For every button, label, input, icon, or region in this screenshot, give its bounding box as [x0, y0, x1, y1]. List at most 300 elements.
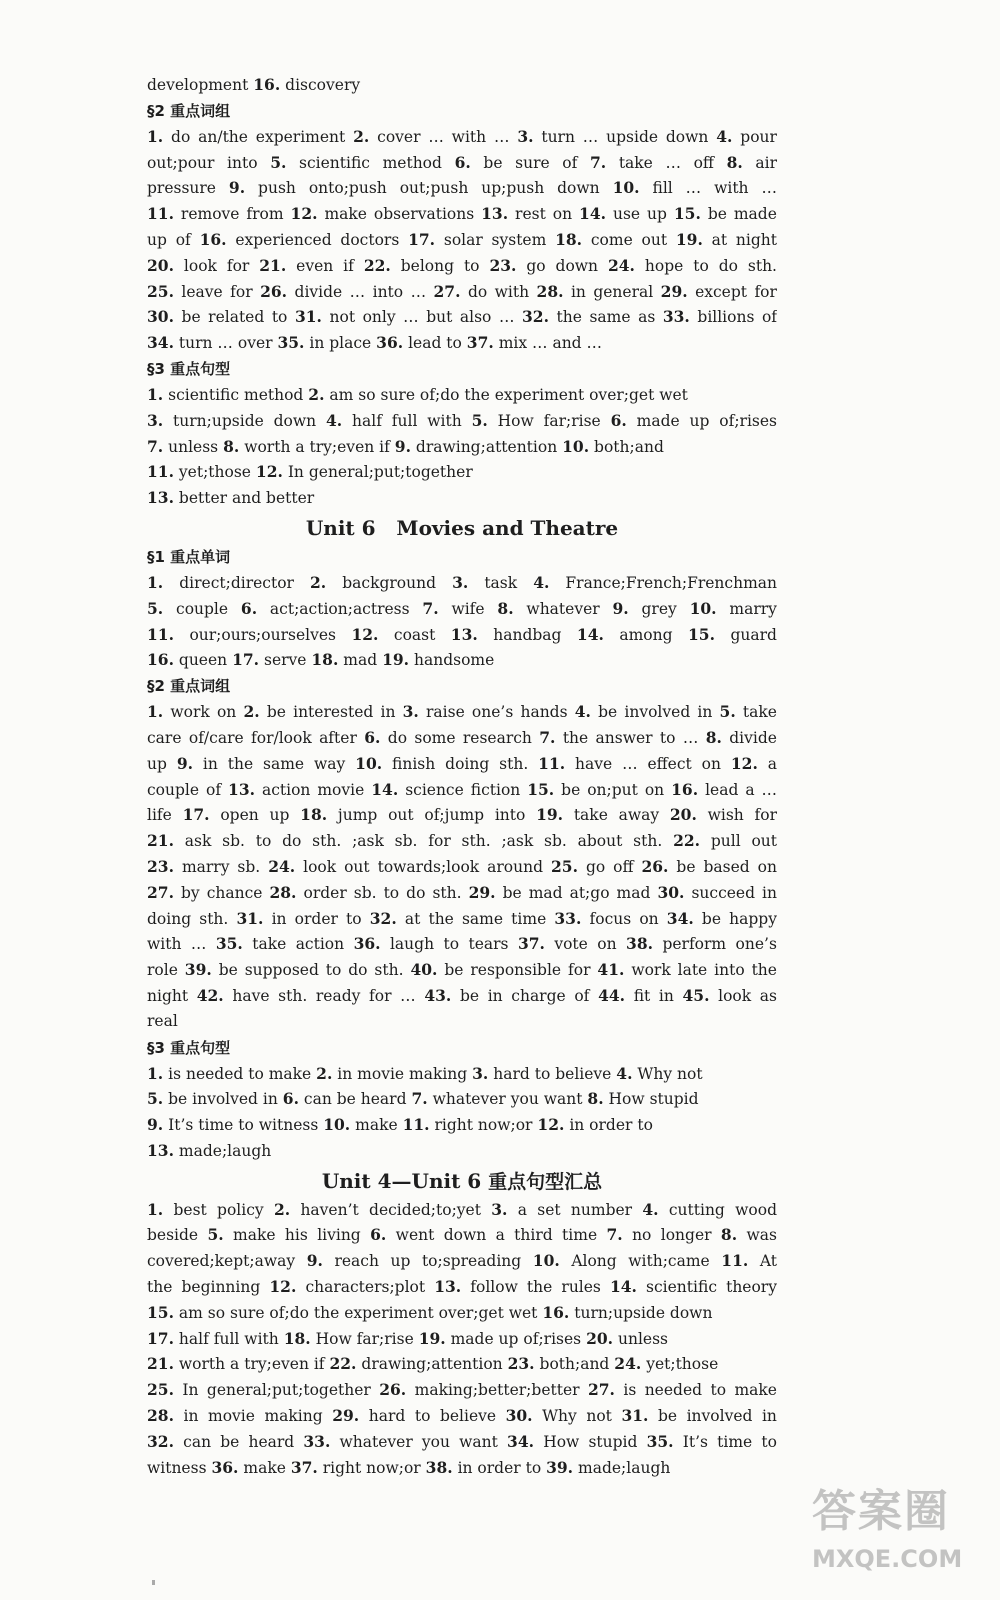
item-number: 6.: [282, 1089, 299, 1109]
item-number: 9.: [228, 178, 246, 198]
item-number: 38.: [425, 1457, 453, 1477]
section-heading: §2 重点词组: [147, 677, 231, 696]
item-number: 1.: [147, 126, 164, 146]
item-answer: role: [147, 961, 178, 980]
item-answer: cover … with …: [377, 127, 510, 146]
answer-line: [147, 751, 777, 777]
item-answer: handsome: [414, 651, 495, 670]
item-answer: air: [755, 153, 777, 172]
item-answer: experienced doctors: [235, 230, 400, 249]
item-number: 25.: [147, 281, 174, 301]
item-number: 19.: [418, 1328, 446, 1348]
item-answer: hope to do sth.: [644, 256, 777, 275]
answer-line: [147, 304, 777, 330]
item-number: 10.: [323, 1115, 351, 1135]
item-number: 24.: [614, 1354, 642, 1374]
answer-line: [147, 647, 777, 673]
answer-line: [147, 622, 777, 648]
item-answer: up of: [147, 230, 191, 249]
item-number: 12.: [290, 204, 318, 224]
item-number: 31.: [236, 908, 264, 928]
item-number: 30.: [657, 882, 685, 902]
item-answer: work on: [170, 703, 237, 722]
item-answer: push onto;push out;push up;push down: [258, 179, 600, 198]
item-number: 4.: [533, 572, 550, 592]
item-answer: look out towards;look around: [303, 857, 544, 876]
item-answer: not only … but also …: [329, 308, 515, 327]
item-answer: rest on: [515, 205, 573, 224]
item-number: 15.: [688, 624, 715, 644]
item-number: 18.: [300, 805, 328, 825]
item-number: 4.: [642, 1199, 659, 1219]
item-answer: night: [147, 986, 189, 1005]
item-answer: make observations: [324, 205, 475, 224]
item-answer: drawing;attention: [361, 1355, 503, 1374]
item-answer: whatever you want: [432, 1090, 583, 1109]
item-number: 14.: [576, 624, 604, 644]
item-answer: look as: [718, 986, 777, 1005]
item-number: 5.: [147, 598, 164, 618]
item-number: 2.: [243, 702, 260, 722]
item-answer: perform one’s: [662, 935, 777, 954]
item-number: 32.: [369, 908, 397, 928]
item-answer: billions of: [697, 308, 777, 327]
item-number: 42.: [196, 985, 224, 1005]
answer-line: [147, 227, 777, 253]
item-number: 12.: [255, 462, 283, 482]
item-number: 14.: [579, 204, 607, 224]
item-answer: yet;those: [646, 1355, 719, 1374]
item-answer: do some research: [387, 728, 532, 747]
item-answer: be related to: [181, 308, 288, 327]
item-answer: use up: [612, 205, 667, 224]
item-number: 44.: [598, 985, 626, 1005]
item-answer: turn;upside down: [173, 411, 317, 430]
item-number: 27.: [587, 1380, 615, 1400]
item-number: 34.: [507, 1431, 535, 1451]
item-answer: raise one’s hands: [426, 703, 568, 722]
item-answer: in order to: [271, 909, 362, 928]
section-heading: §3 重点句型: [147, 359, 231, 378]
item-answer: lead a …: [705, 780, 777, 799]
item-number: 11.: [538, 753, 566, 773]
item-number: 1.: [147, 1199, 164, 1219]
item-answer: no longer: [632, 1226, 712, 1245]
item-number: 18.: [555, 229, 583, 249]
item-answer: do with: [467, 282, 530, 301]
item-answer: made;laugh: [178, 1141, 272, 1160]
item-answer: at the same time: [404, 909, 547, 928]
item-number: 36.: [211, 1457, 239, 1477]
item-answer: reach up to;spreading: [334, 1252, 522, 1271]
item-answer: a set number: [517, 1200, 633, 1219]
item-answer: the same as: [556, 308, 656, 327]
answer-line: [147, 596, 777, 622]
item-answer: couple: [176, 599, 229, 618]
item-number: 13.: [450, 624, 478, 644]
answer-line: [147, 459, 777, 485]
unit-title: Unit 4—Unit 6: [321, 1168, 489, 1193]
answer-line: [147, 175, 777, 201]
item-answer: take: [742, 703, 777, 722]
item-number: 6.: [364, 727, 381, 747]
item-answer: background: [342, 573, 437, 592]
item-answer: In general;put;together: [287, 463, 473, 482]
item-number: 36.: [353, 934, 381, 954]
item-number: 14.: [609, 1277, 637, 1297]
item-answer: made;laugh: [578, 1458, 671, 1477]
item-answer: science fiction: [405, 780, 521, 799]
item-answer: be involved in: [657, 1407, 777, 1426]
item-number: 3.: [517, 126, 534, 146]
section-heading: §2 重点词组: [147, 101, 231, 120]
answer-key-page: [147, 72, 777, 1480]
watermark-url: MXQE.COM: [812, 1545, 963, 1573]
answer-line: [147, 880, 777, 906]
item-answer: at night: [711, 230, 777, 249]
item-number: 37.: [517, 934, 545, 954]
item-answer: the beginning: [147, 1278, 261, 1297]
item-answer: scientific theory: [646, 1278, 777, 1297]
item-number: 26.: [260, 281, 288, 301]
item-answer: be based on: [676, 857, 777, 876]
item-answer: by chance: [181, 883, 263, 902]
item-answer: can be heard: [183, 1432, 295, 1451]
item-number: 16.: [199, 229, 227, 249]
answer-line: [147, 983, 777, 1009]
item-answer: take action: [252, 935, 345, 954]
answer-line: [147, 699, 777, 725]
item-number: 20.: [586, 1328, 614, 1348]
item-number: 3.: [472, 1063, 489, 1083]
item-answer: worth a try;even if: [178, 1355, 325, 1374]
answer-line: [147, 330, 777, 356]
item-number: 6.: [610, 410, 627, 430]
item-answer: handbag: [493, 625, 562, 644]
item-number: 2.: [310, 572, 327, 592]
answer-line: [147, 1197, 777, 1223]
item-answer: How stupid: [543, 1432, 638, 1451]
item-number: 4.: [616, 1063, 633, 1083]
item-number: 2.: [353, 126, 370, 146]
item-number: 7.: [422, 598, 439, 618]
answer-line: [147, 1429, 777, 1455]
scan-speck: [152, 1580, 155, 1585]
answer-line: [147, 1351, 777, 1377]
item-number: 37.: [466, 333, 494, 353]
item-answer: take … off: [618, 153, 714, 172]
answer-line: [147, 1455, 777, 1481]
section-heading: §3 重点句型: [147, 1038, 231, 1057]
item-number: 12.: [269, 1277, 297, 1297]
item-number: 15.: [673, 204, 701, 224]
answer-line: [147, 1138, 777, 1164]
item-answer: with …: [147, 935, 207, 954]
item-number: 8.: [497, 598, 514, 618]
item-number: 4.: [716, 126, 733, 146]
item-answer: take away: [573, 806, 660, 825]
item-number: 34.: [666, 908, 694, 928]
item-number: 3.: [452, 572, 469, 592]
item-number: 6.: [240, 598, 258, 618]
item-answer: whatever: [526, 599, 600, 618]
item-number: 27.: [147, 882, 174, 902]
item-number: 13.: [434, 1277, 462, 1297]
item-answer: development: [147, 76, 249, 94]
item-answer: scientific method: [168, 385, 304, 404]
item-answer: better and better: [178, 489, 315, 508]
item-answer: characters;plot: [305, 1278, 426, 1297]
item-number: 33.: [662, 307, 690, 327]
item-answer: hard to believe: [368, 1407, 497, 1426]
item-number: 30.: [147, 307, 174, 327]
item-answer: pour: [740, 127, 777, 146]
item-answer: It’s time to witness: [168, 1116, 319, 1135]
answer-line: [147, 434, 777, 460]
item-answer: be involved in: [168, 1090, 278, 1109]
item-number: 9.: [306, 1251, 323, 1271]
answer-line: [147, 382, 777, 408]
item-answer: is needed to make: [168, 1064, 312, 1083]
item-answer: direct;director: [179, 573, 294, 592]
item-number: 7.: [539, 727, 556, 747]
item-answer: turn;upside down: [574, 1303, 713, 1322]
item-answer: right now;or: [322, 1458, 421, 1477]
item-number: 10.: [532, 1251, 560, 1271]
item-number: 17.: [182, 805, 210, 825]
item-number: 33.: [554, 908, 582, 928]
item-number: 1.: [147, 384, 164, 404]
item-number: 13.: [147, 488, 174, 508]
item-answer: act;action;actress: [269, 599, 410, 618]
item-answer: go off: [585, 857, 634, 876]
item-number: 22.: [363, 255, 391, 275]
item-answer: fill … with …: [652, 179, 777, 198]
item-answer: have sth. ready for …: [232, 986, 416, 1005]
item-number: 3.: [491, 1199, 508, 1219]
item-number: 11.: [147, 204, 174, 224]
item-number: 26.: [641, 856, 669, 876]
item-number: 19.: [536, 805, 564, 825]
item-number: 8.: [587, 1089, 604, 1109]
item-number: 24.: [268, 856, 296, 876]
item-answer: make his living: [233, 1226, 361, 1245]
item-answer: in place: [309, 334, 372, 353]
item-number: 8.: [223, 436, 240, 456]
item-number: 40.: [410, 960, 438, 980]
item-number: 25.: [551, 856, 578, 876]
item-answer: unless: [168, 437, 219, 456]
item-number: 23.: [489, 255, 517, 275]
item-number: 8.: [705, 727, 722, 747]
item-number: 19.: [382, 650, 410, 670]
item-answer: laugh to tears: [389, 935, 509, 954]
item-answer: scientific method: [299, 153, 442, 172]
item-answer: real: [147, 1011, 178, 1030]
item-number: 29.: [332, 1406, 360, 1426]
answer-line: [147, 1009, 777, 1035]
item-answer: be on;put on: [561, 780, 665, 799]
item-answer: It’s time to: [682, 1432, 777, 1451]
item-number: 4.: [326, 410, 343, 430]
item-number: 28.: [536, 281, 564, 301]
item-answer: queen: [178, 651, 228, 670]
item-number: 31.: [621, 1406, 649, 1426]
item-answer: lead to: [408, 334, 462, 353]
answer-line: [147, 253, 777, 279]
item-number: 10.: [562, 436, 590, 456]
answer-line: [147, 1248, 777, 1274]
item-number: 22.: [329, 1354, 357, 1374]
item-answer: haven’t decided;to;yet: [300, 1200, 481, 1219]
item-number: 8.: [726, 152, 743, 172]
answer-line: [147, 828, 777, 854]
item-number: 1.: [147, 572, 164, 592]
item-number: 18.: [283, 1328, 311, 1348]
item-answer: mix … and …: [498, 334, 603, 353]
item-answer: in movie making: [183, 1407, 323, 1426]
item-number: 29.: [660, 281, 688, 301]
item-answer: up: [147, 754, 167, 773]
item-answer: covered;kept;away: [147, 1252, 296, 1271]
item-number: 5.: [471, 410, 488, 430]
item-number: 21.: [147, 1354, 174, 1374]
item-answer: made up of;rises: [636, 411, 777, 430]
item-number: 2.: [316, 1063, 333, 1083]
item-answer: in order to: [457, 1458, 542, 1477]
item-number: 2.: [308, 384, 325, 404]
item-number: 5.: [147, 1089, 164, 1109]
item-answer: be interested in: [266, 703, 396, 722]
answer-line: [147, 957, 777, 983]
item-number: 7.: [411, 1089, 428, 1109]
item-answer: remove from: [180, 205, 284, 224]
item-answer: leave for: [181, 282, 253, 301]
item-number: 2.: [273, 1199, 291, 1219]
item-number: 9.: [612, 598, 629, 618]
item-answer: pressure: [147, 179, 216, 198]
item-number: 32.: [522, 307, 549, 327]
item-answer: best policy: [173, 1200, 264, 1219]
item-answer: life: [147, 806, 172, 825]
answer-line: [147, 1326, 777, 1352]
item-answer: couple of: [147, 780, 222, 799]
answer-line: [147, 279, 777, 305]
answer-line: [147, 1274, 777, 1300]
item-number: 32.: [147, 1431, 174, 1451]
item-number: 7.: [589, 152, 607, 172]
item-answer: serve: [263, 651, 307, 670]
item-number: 30.: [505, 1406, 533, 1426]
item-answer: am so sure of;do the experiment over;get wet: [329, 385, 688, 404]
item-answer: in the same way: [202, 754, 346, 773]
answer-line: [147, 931, 777, 957]
item-answer: am so sure of;do the experiment over;get wet: [178, 1303, 538, 1322]
item-number: 13.: [147, 1140, 174, 1160]
unit-title: Unit 6 Movies and Theatre: [305, 515, 619, 540]
answer-line: [147, 777, 777, 803]
item-number: 12.: [730, 753, 758, 773]
item-answer: go down: [526, 256, 599, 275]
item-number: 13.: [481, 204, 509, 224]
item-number: 41.: [597, 960, 625, 980]
answer-line: [147, 725, 777, 751]
item-number: 11.: [147, 462, 174, 482]
item-number: 1.: [147, 1063, 164, 1083]
item-answer: the answer to …: [562, 728, 699, 747]
item-number: 4.: [574, 702, 591, 722]
item-number: 11.: [147, 624, 174, 644]
item-answer: discovery: [285, 76, 361, 94]
answer-line: [147, 150, 777, 176]
item-number: 9.: [147, 1115, 164, 1135]
section-heading: §1 重点单词: [147, 547, 231, 566]
item-answer: a: [767, 754, 777, 773]
item-answer: both;and: [594, 437, 664, 456]
item-number: 17.: [232, 650, 260, 670]
item-answer: unless: [617, 1329, 668, 1348]
answer-line: [147, 1377, 777, 1403]
item-number: 33.: [303, 1431, 331, 1451]
item-answer: action movie: [261, 780, 365, 799]
item-answer: have … effect on: [575, 754, 721, 773]
item-number: 5.: [270, 152, 287, 172]
item-answer: making;better;better: [414, 1381, 580, 1400]
item-answer: mad: [343, 651, 378, 670]
item-number: 6.: [454, 152, 471, 172]
item-number: 25.: [147, 1380, 174, 1400]
item-answer: look for: [183, 256, 250, 275]
item-answer: can be heard: [303, 1090, 407, 1109]
item-answer: divide … into …: [294, 282, 427, 301]
item-answer: cutting wood: [668, 1200, 777, 1219]
item-number: 3.: [147, 410, 164, 430]
item-number: 16.: [253, 75, 281, 94]
item-number: 14.: [371, 779, 399, 799]
item-answer: Along with;came: [571, 1252, 710, 1271]
item-number: 10.: [689, 598, 717, 618]
item-answer: fit in: [633, 986, 674, 1005]
item-answer: grey: [641, 599, 677, 618]
answer-line: [147, 906, 777, 932]
item-number: 38.: [626, 934, 653, 954]
answer-line: [147, 854, 777, 880]
unit-heading: [147, 1166, 777, 1196]
item-number: 8.: [720, 1225, 738, 1245]
item-answer: beside: [147, 1226, 199, 1245]
watermark: [812, 1482, 987, 1592]
item-answer: turn … over: [178, 334, 273, 353]
answer-line: [147, 1112, 777, 1138]
item-answer: among: [619, 625, 673, 644]
item-answer: turn … upside down: [541, 127, 709, 146]
item-answer: witness: [147, 1458, 207, 1477]
item-answer: vote on: [554, 935, 617, 954]
answer-line: [147, 802, 777, 828]
item-number: 7.: [606, 1225, 623, 1245]
item-number: 22.: [673, 831, 701, 851]
item-answer: succeed in: [691, 883, 777, 902]
item-number: 35.: [646, 1431, 674, 1451]
item-answer: even if: [296, 256, 354, 275]
item-number: 11.: [721, 1251, 749, 1271]
item-answer: come out: [590, 230, 668, 249]
unit-title-zh: 重点句型汇总: [488, 1170, 603, 1193]
answer-line: [147, 1061, 777, 1087]
item-number: 17.: [147, 1328, 174, 1348]
item-number: 27.: [433, 281, 461, 301]
item-number: 21.: [147, 831, 174, 851]
